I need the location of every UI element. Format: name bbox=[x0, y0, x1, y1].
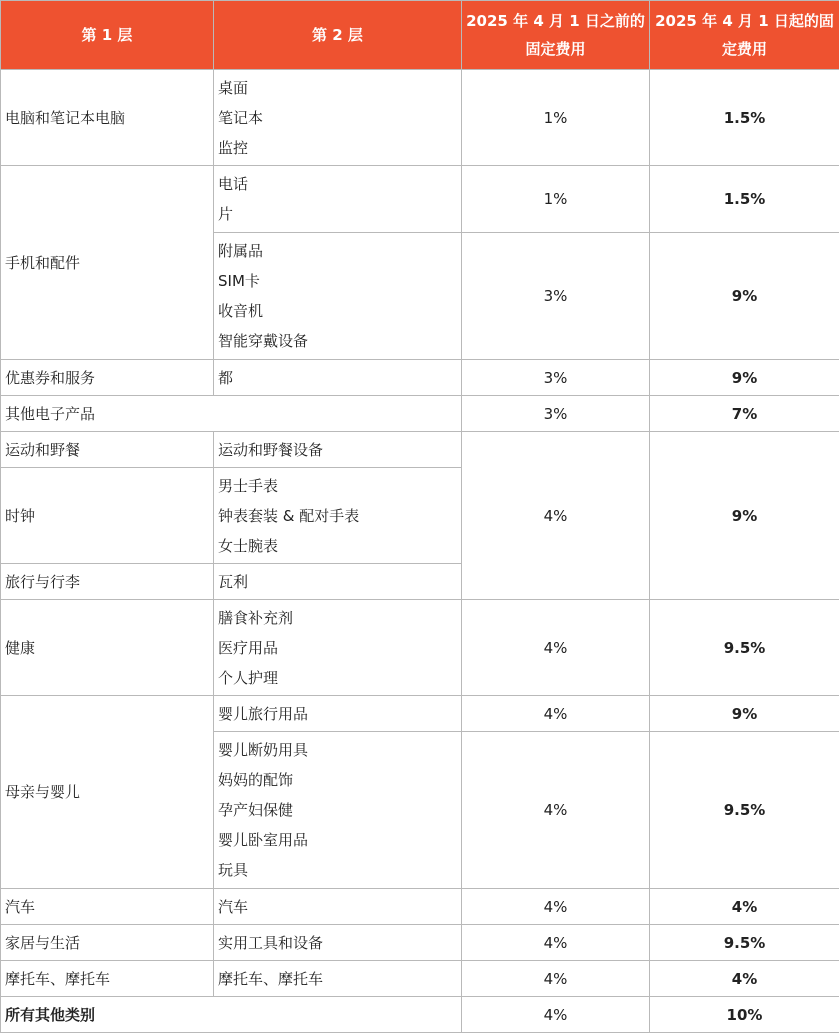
tier2-cell bbox=[214, 233, 462, 360]
fee-before-cell: 4% bbox=[462, 600, 650, 696]
header-fee-before: 2025 年 4 月 1 日之前的固定费用 bbox=[462, 1, 650, 70]
tier1-cell: 手机和配件 bbox=[1, 166, 214, 360]
tier2-item: 膳食补充剂 bbox=[218, 603, 457, 633]
tier2-item: 片 bbox=[218, 199, 457, 229]
fee-after-cell: 9% bbox=[650, 360, 839, 396]
table-row bbox=[1, 889, 839, 925]
fee-before-cell: 4% bbox=[462, 889, 650, 925]
tier2-item: 实用工具和设备 bbox=[218, 928, 457, 958]
tier2-item: 监控 bbox=[218, 133, 457, 163]
tier2-cell bbox=[214, 432, 462, 468]
tier1-cell: 所有其他类别 bbox=[1, 997, 462, 1033]
fee-before-cell: 4% bbox=[462, 732, 650, 889]
table-row bbox=[1, 696, 839, 732]
header-tier1: 第 1 层 bbox=[1, 1, 214, 70]
tier2-item: 妈妈的配饰 bbox=[218, 765, 457, 795]
table-row bbox=[1, 70, 839, 166]
tier2-item: SIM卡 bbox=[218, 266, 457, 296]
fee-before-cell: 1% bbox=[462, 166, 650, 233]
tier2-item: 瓦利 bbox=[218, 567, 457, 597]
tier2-item: 钟表套装 & 配对手表 bbox=[218, 501, 457, 531]
tier2-item: 桌面 bbox=[218, 73, 457, 103]
fee-after-cell: 9% bbox=[650, 233, 839, 360]
fee-after-cell: 1.5% bbox=[650, 166, 839, 233]
tier2-item: 婴儿卧室用品 bbox=[218, 825, 457, 855]
tier2-cell bbox=[214, 696, 462, 732]
table-row bbox=[1, 961, 839, 997]
fee-before-cell: 4% bbox=[462, 696, 650, 732]
fee-before-cell: 3% bbox=[462, 360, 650, 396]
table-row bbox=[1, 360, 839, 396]
fee-after-cell: 9% bbox=[650, 696, 839, 732]
tier1-cell: 母亲与婴儿 bbox=[1, 696, 214, 889]
tier1-cell: 旅行与行李 bbox=[1, 564, 214, 600]
tier2-item: 笔记本 bbox=[218, 103, 457, 133]
table-row bbox=[1, 396, 839, 432]
fee-after-cell: 7% bbox=[650, 396, 839, 432]
header-row bbox=[1, 1, 839, 70]
fee-before-cell: 4% bbox=[462, 961, 650, 997]
fee-after-cell: 10% bbox=[650, 997, 839, 1033]
tier2-cell bbox=[214, 925, 462, 961]
tier2-cell bbox=[214, 468, 462, 564]
tier2-item: 汽车 bbox=[218, 892, 457, 922]
tier1-cell: 健康 bbox=[1, 600, 214, 696]
tier2-cell bbox=[214, 360, 462, 396]
tier1-cell: 优惠券和服务 bbox=[1, 360, 214, 396]
tier2-item: 孕产妇保健 bbox=[218, 795, 457, 825]
table-row bbox=[1, 925, 839, 961]
tier2-item: 摩托车、摩托车 bbox=[218, 964, 457, 994]
table-row bbox=[1, 166, 839, 233]
tier2-cell bbox=[214, 166, 462, 233]
tier1-cell: 家居与生活 bbox=[1, 925, 214, 961]
fee-before-cell: 4% bbox=[462, 925, 650, 961]
tier1-cell: 电脑和笔记本电脑 bbox=[1, 70, 214, 166]
tier2-item: 电话 bbox=[218, 169, 457, 199]
tier2-item: 婴儿旅行用品 bbox=[218, 699, 457, 729]
tier2-item: 医疗用品 bbox=[218, 633, 457, 663]
tier2-item: 婴儿断奶用具 bbox=[218, 735, 457, 765]
header-fee-after: 2025 年 4 月 1 日起的固定费用 bbox=[650, 1, 839, 70]
tier2-item: 个人护理 bbox=[218, 663, 457, 693]
fee-after-cell: 9% bbox=[650, 432, 839, 600]
tier2-cell bbox=[214, 600, 462, 696]
tier2-cell bbox=[214, 961, 462, 997]
table-row bbox=[1, 997, 839, 1033]
tier1-cell: 运动和野餐 bbox=[1, 432, 214, 468]
tier1-cell: 摩托车、摩托车 bbox=[1, 961, 214, 997]
header-tier2: 第 2 层 bbox=[214, 1, 462, 70]
tier1-cell: 其他电子产品 bbox=[1, 396, 462, 432]
tier2-item: 收音机 bbox=[218, 296, 457, 326]
fee-after-cell: 9.5% bbox=[650, 732, 839, 889]
fee-after-cell: 4% bbox=[650, 889, 839, 925]
fee-before-cell: 4% bbox=[462, 997, 650, 1033]
fee-after-cell: 9.5% bbox=[650, 600, 839, 696]
tier2-item: 运动和野餐设备 bbox=[218, 435, 457, 465]
tier2-item: 附属品 bbox=[218, 236, 457, 266]
fee-before-cell: 1% bbox=[462, 70, 650, 166]
fee-before-cell: 3% bbox=[462, 396, 650, 432]
tier2-cell bbox=[214, 889, 462, 925]
tier2-item: 智能穿戴设备 bbox=[218, 326, 457, 356]
fee-after-cell: 9.5% bbox=[650, 925, 839, 961]
tier2-cell bbox=[214, 732, 462, 889]
tier2-item: 玩具 bbox=[218, 855, 457, 885]
fee-before-cell: 4% bbox=[462, 432, 650, 600]
tier1-cell: 汽车 bbox=[1, 889, 214, 925]
table-row bbox=[1, 432, 839, 468]
fee-before-cell: 3% bbox=[462, 233, 650, 360]
fee-after-cell: 4% bbox=[650, 961, 839, 997]
tier2-item: 男士手表 bbox=[218, 471, 457, 501]
tier2-cell bbox=[214, 70, 462, 166]
table-row bbox=[1, 600, 839, 696]
tier2-item: 都 bbox=[218, 363, 457, 393]
tier1-cell: 时钟 bbox=[1, 468, 214, 564]
tier2-item: 女士腕表 bbox=[218, 531, 457, 561]
fee-after-cell: 1.5% bbox=[650, 70, 839, 166]
tier2-cell bbox=[214, 564, 462, 600]
